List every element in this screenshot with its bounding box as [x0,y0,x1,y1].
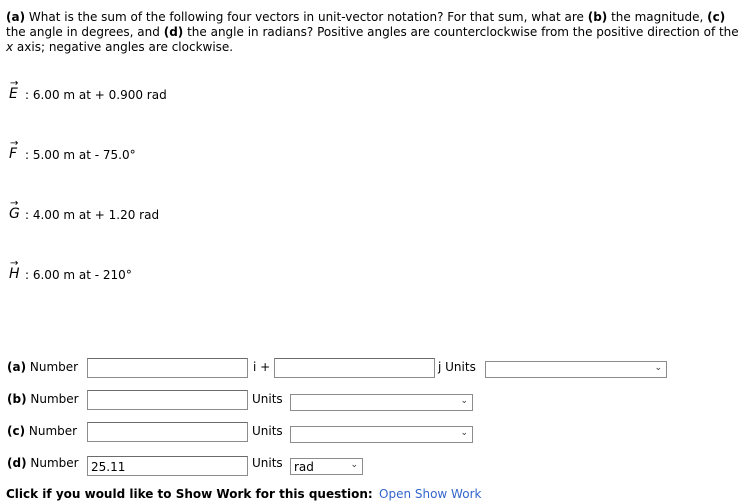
answer-d-units-label: Units [252,456,283,470]
answer-c-units-select[interactable] [290,426,473,443]
part-b-tag: (b) [587,10,608,24]
question-part4: the angle in radians? Positive angles are counterclockwise from the positive direction of the [183,25,739,39]
chevron-down-icon: ⌄ [460,396,468,406]
vector-f-desc: : 5.00 m at - 75.0° [25,148,136,162]
answer-b-units-label: Units [252,392,283,406]
vector-arrow-icon: → [10,138,19,149]
answer-c-units-label: Units [252,424,283,438]
question-part5: axis; negative angles are clockwise. [13,40,234,54]
question-part1: What is the sum of the following four vectors in unit-vector notation? For that sum, what are [25,10,588,24]
vector-e-symbol: E [9,86,18,102]
answer-b-number-label: Number [26,392,79,406]
answer-row-c [7,420,743,444]
answer-b-label [7,392,79,406]
question-part2: the magnitude, [607,10,708,24]
vector-arrow-icon: → [10,258,19,269]
answer-d-units-select[interactable] [290,458,363,475]
answer-d-label [7,456,79,470]
answer-d-units-value: rad [294,460,314,474]
part-c-tag: (c) [707,10,726,24]
chevron-down-icon: ⌄ [460,428,468,438]
question-part3: the angle in degrees, and [6,25,164,39]
chevron-down-icon: ⌄ [350,460,358,470]
answer-a-units-select[interactable] [485,361,667,378]
answer-a-tag: (a) [7,360,27,374]
answer-d-input[interactable]: 25.11 [87,456,248,476]
answer-a-i-input[interactable] [87,358,248,378]
i-plus-label: i + [253,360,271,374]
part-d-tag: (d) [163,25,184,39]
vector-g-symbol: G [9,206,20,222]
answer-a-j-input[interactable] [274,358,435,378]
question-text [6,10,742,55]
answer-b-tag: (b) [7,392,27,406]
show-work-prompt: Click if you would like to Show Work for this question: [6,487,373,501]
open-show-work-link[interactable]: Open Show Work [379,487,482,501]
answer-row-d [7,452,743,476]
answer-d-tag: (d) [7,456,27,470]
answer-a-number-label: Number [26,360,79,374]
vector-f-symbol: F [9,146,18,162]
chevron-down-icon: ⌄ [654,363,662,373]
answer-b-units-select[interactable] [290,394,473,411]
answer-b-input[interactable] [87,390,248,410]
x-variable: x [6,40,14,54]
vector-arrow-icon: → [10,198,19,209]
vector-arrow-icon: → [10,78,19,89]
vector-g-desc: : 4.00 m at + 1.20 rad [25,208,160,222]
answer-row-b [7,388,743,412]
j-units-label: j Units [438,360,476,374]
vector-h-desc: : 6.00 m at - 210° [25,268,132,282]
vector-e-desc: : 6.00 m at + 0.900 rad [25,88,167,102]
answer-c-input[interactable] [87,422,248,442]
answer-c-number-label: Number [25,424,78,438]
part-a-tag: (a) [6,10,26,24]
answer-c-label [7,424,77,438]
answer-a-label [7,360,78,374]
answer-c-tag: (c) [7,424,26,438]
vector-h-symbol: H [9,266,20,282]
answer-row-a [7,356,743,380]
answer-d-number-label: Number [26,456,79,470]
